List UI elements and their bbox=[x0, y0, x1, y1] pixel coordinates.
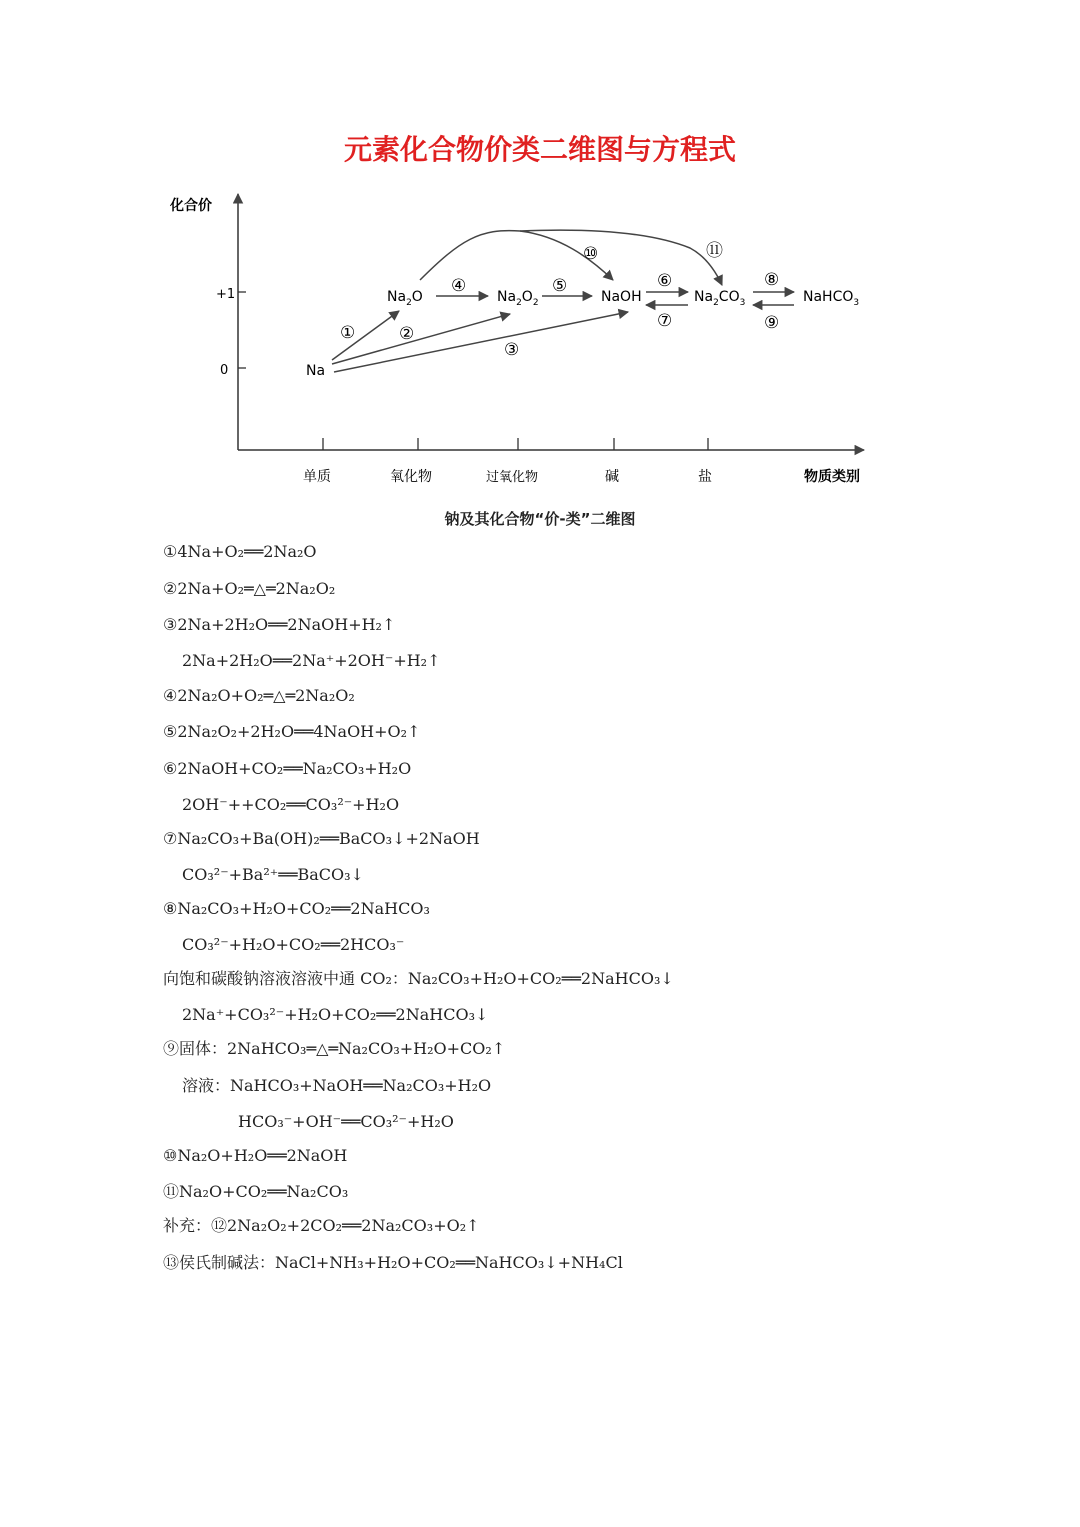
species-na2o2: $Na_2O_2$ bbox=[497, 289, 539, 308]
arrow-label-5: ⑤ bbox=[552, 276, 568, 296]
arrow-3 bbox=[334, 312, 628, 372]
arrow-label-7: ⑦ bbox=[657, 311, 673, 331]
equation-2: ②2Na+O₂═△═2Na₂O₂ bbox=[163, 579, 336, 598]
arrow-label-8: ⑧ bbox=[764, 270, 780, 290]
equation-3: ③2Na+2H₂O══2NaOH+H₂↑ bbox=[163, 615, 396, 634]
equation-3-ionic: 2Na+2H₂O══2Na⁺+2OH⁻+H₂↑ bbox=[182, 651, 441, 670]
equation-7-ionic: CO₃²⁻+Ba²⁺══BaCO₃↓ bbox=[182, 865, 364, 884]
arrow-label-6: ⑥ bbox=[657, 271, 673, 291]
arrow-label-1: ① bbox=[340, 323, 356, 343]
arrow-label-4: ④ bbox=[451, 276, 467, 296]
diagram-caption: 钠及其化合物“价-类”二维图 bbox=[444, 510, 636, 528]
equation-7: ⑦Na₂CO₃+Ba(OH)₂══BaCO₃↓+2NaOH bbox=[163, 829, 480, 848]
species-na2o: $Na_2O$ bbox=[387, 289, 423, 308]
equation-8: ⑧Na₂CO₃+H₂O+CO₂══2NaHCO₃ bbox=[163, 899, 430, 918]
arrow-label-3: ③ bbox=[504, 340, 520, 360]
species-na: Na bbox=[306, 363, 326, 379]
x-axis-title: 物质类别 bbox=[804, 469, 860, 485]
equation-5: ⑤2Na₂O₂+2H₂O══4NaOH+O₂↑ bbox=[163, 722, 421, 741]
equation-4: ④2Na₂O+O₂═△═2Na₂O₂ bbox=[163, 686, 355, 705]
equation-9-solution: 溶液：NaHCO₃+NaOH══Na₂CO₃+H₂O bbox=[182, 1076, 492, 1095]
equation-9-ionic: HCO₃⁻+OH⁻══CO₃²⁻+H₂O bbox=[238, 1112, 454, 1131]
equation-10: ⑩Na₂O+H₂O══2NaOH bbox=[163, 1146, 348, 1165]
y-axis-title: 化合价 bbox=[170, 198, 212, 214]
species-na2co3: $Na_2CO_3$ bbox=[694, 289, 746, 308]
x-tick-peroxide: 过氧化物 bbox=[486, 470, 539, 485]
arrow-label-11: ⑪ bbox=[706, 241, 723, 261]
species-nahco3: NaHCO$_3$ bbox=[803, 289, 860, 308]
x-tick-salt: 盐 bbox=[698, 469, 712, 485]
equation-9-solid: ⑨固体：2NaHCO₃═△═Na₂CO₃+H₂O+CO₂↑ bbox=[163, 1039, 506, 1058]
arrow-label-10: ⑩ bbox=[583, 244, 599, 264]
y-tick-plus1: +1 bbox=[216, 287, 236, 302]
x-tick-oxide: 氧化物 bbox=[390, 469, 432, 485]
arrow-label-2: ② bbox=[399, 324, 415, 344]
species-naoh: NaOH bbox=[601, 289, 642, 305]
arrow-2 bbox=[332, 314, 510, 364]
equation-13: ⑬侯氏制碱法：NaCl+NH₃+H₂O+CO₂══NaHCO₃↓+NH₄Cl bbox=[163, 1253, 623, 1272]
equation-6: ⑥2NaOH+CO₂══Na₂CO₃+H₂O bbox=[163, 759, 412, 778]
arrow-label-9: ⑨ bbox=[764, 313, 780, 333]
valence-category-diagram bbox=[0, 180, 1080, 500]
equation-8-saturated: 向饱和碳酸钠溶液溶液中通 CO₂：Na₂CO₃+H₂O+CO₂══2NaHCO₃↓ bbox=[163, 969, 674, 988]
equation-8-ionic: CO₃²⁻+H₂O+CO₂══2HCO₃⁻ bbox=[182, 935, 405, 954]
page-title: 元素化合物价类二维图与方程式 bbox=[343, 133, 736, 166]
x-tick-base: 碱 bbox=[605, 469, 619, 485]
equation-11: ⑪Na₂O+CO₂══Na₂CO₃ bbox=[163, 1182, 349, 1201]
equation-8-saturated-ionic: 2Na⁺+CO₃²⁻+H₂O+CO₂══2NaHCO₃↓ bbox=[182, 1005, 489, 1024]
x-tick-elemental: 单质 bbox=[303, 469, 331, 485]
equation-1: ①4Na+O₂══2Na₂O bbox=[163, 542, 317, 561]
equation-6-ionic: 2OH⁻++CO₂══CO₃²⁻+H₂O bbox=[182, 795, 400, 814]
y-tick-0: 0 bbox=[220, 363, 229, 378]
equation-12: 补充：⑫2Na₂O₂+2CO₂══2Na₂CO₃+O₂↑ bbox=[163, 1216, 480, 1235]
